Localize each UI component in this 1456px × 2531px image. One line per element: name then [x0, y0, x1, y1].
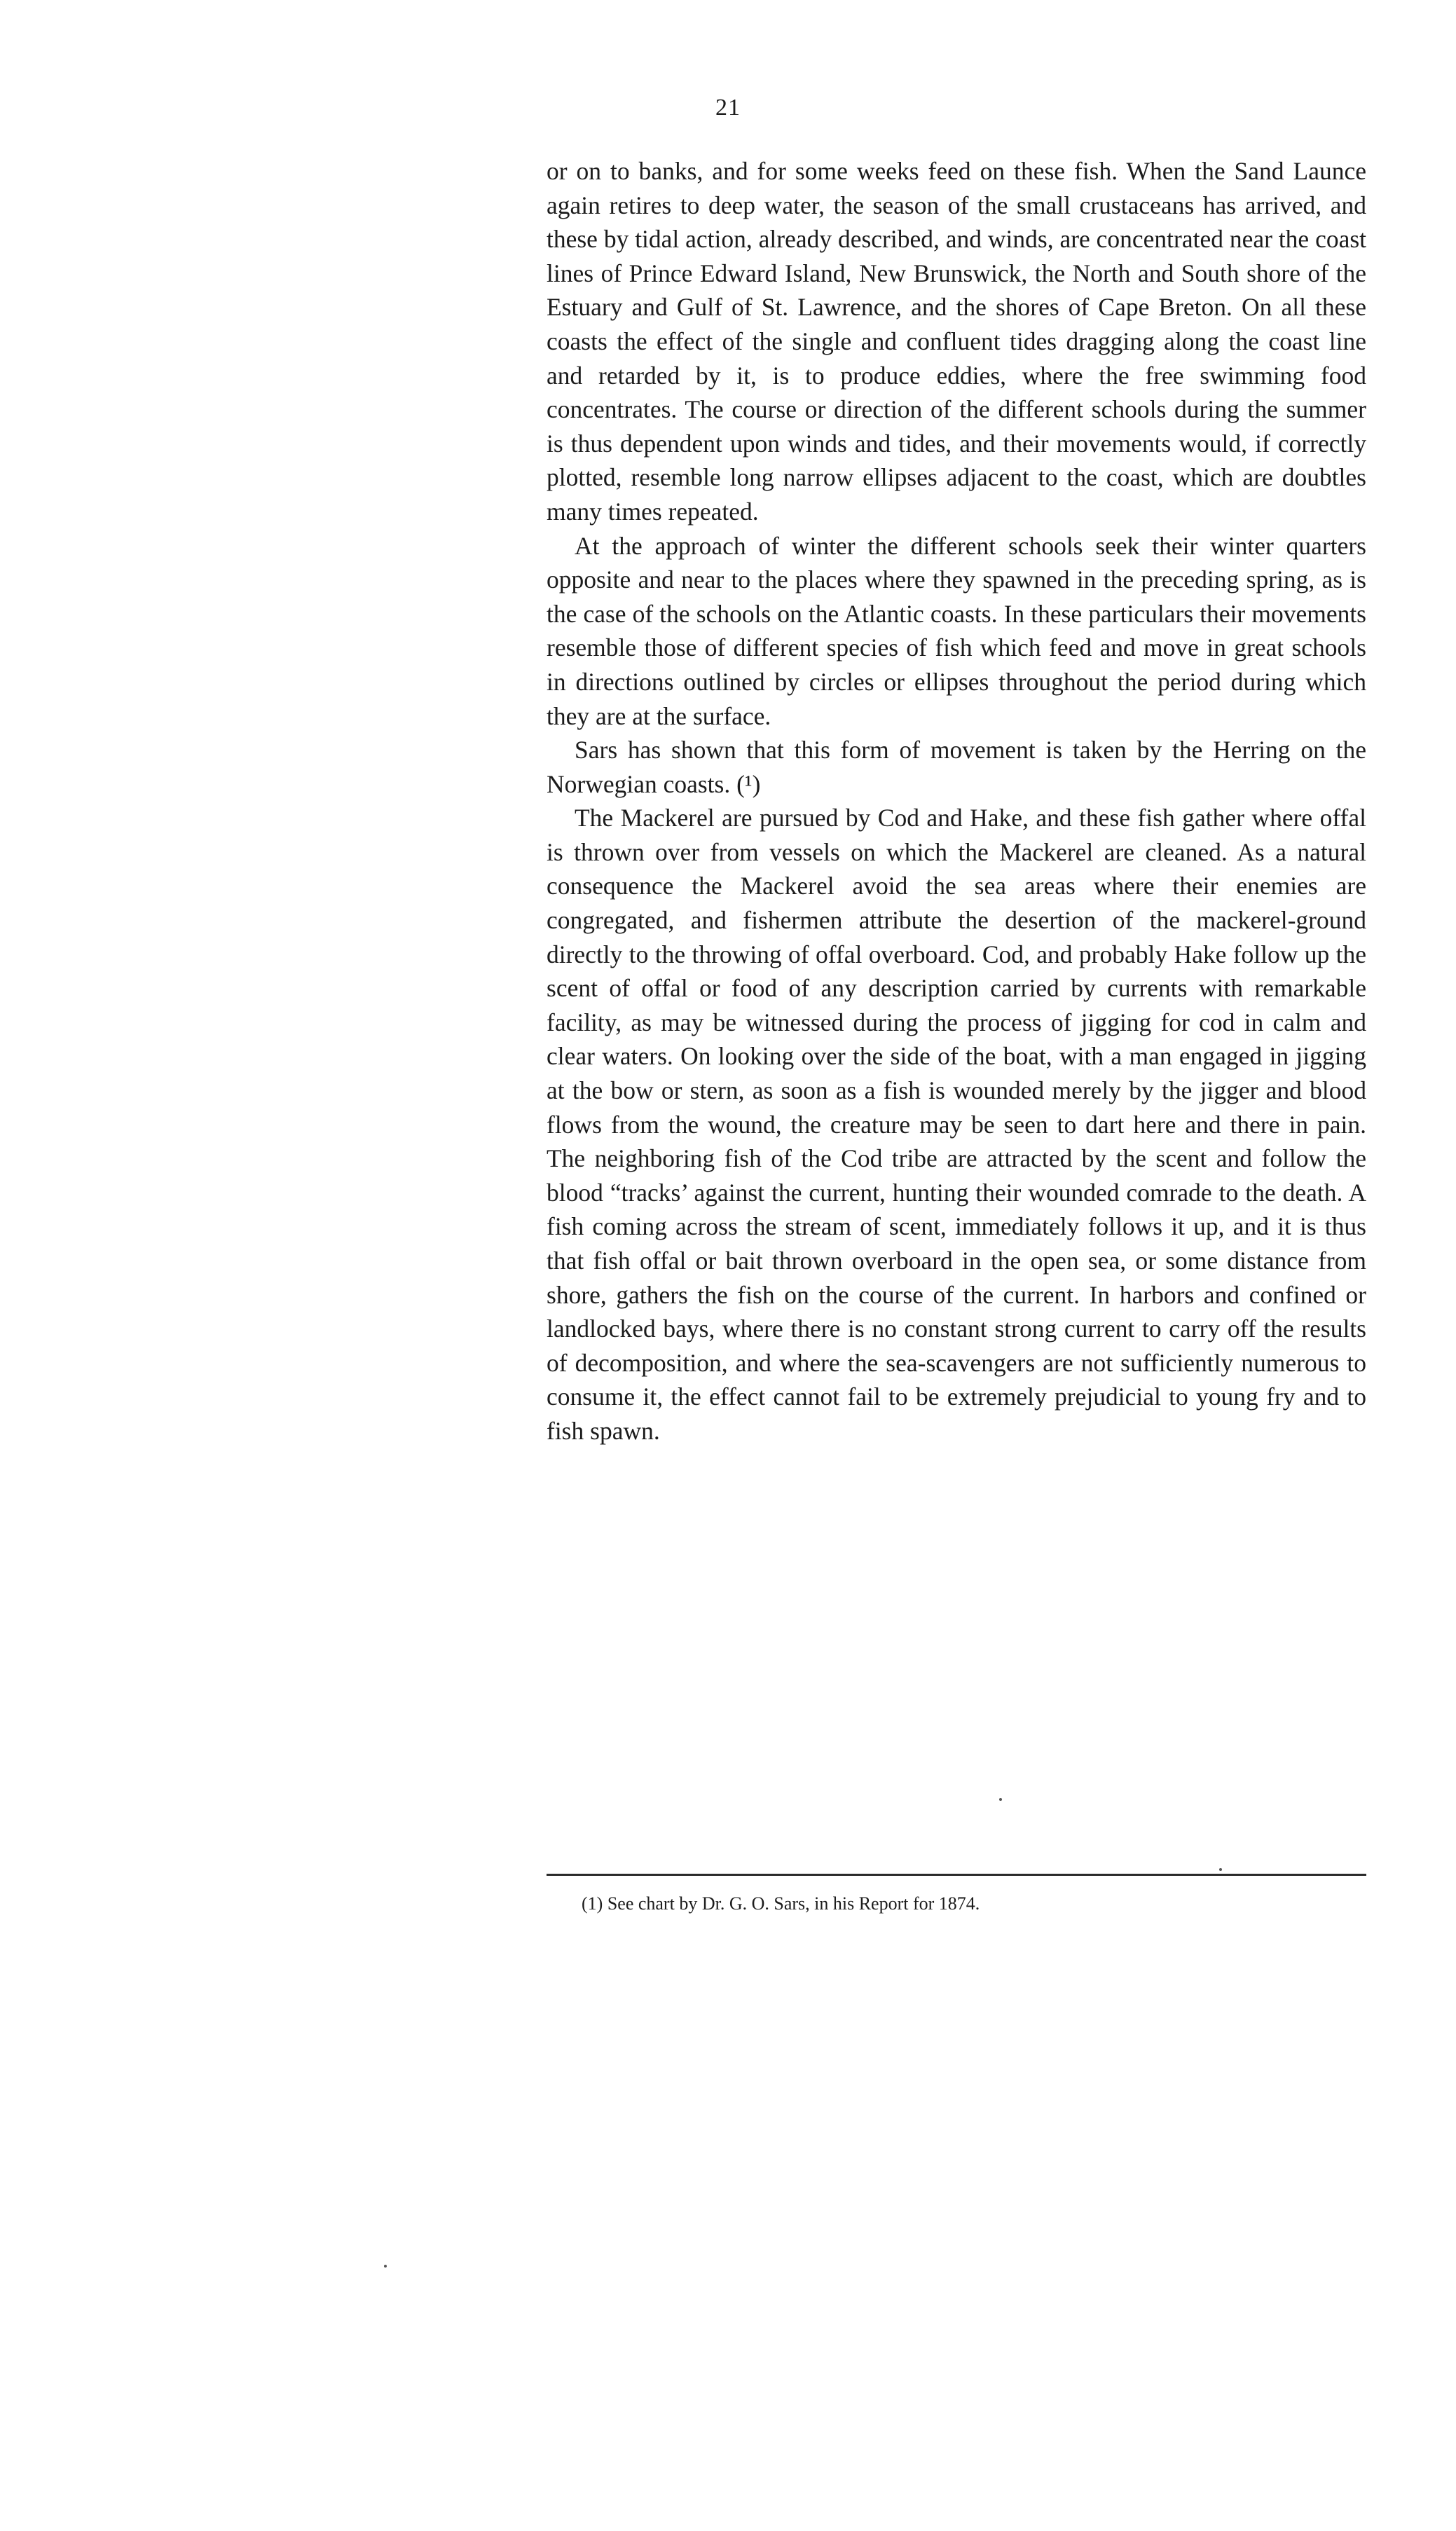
paragraph-3: [547, 733, 1366, 801]
footnote-reference: (¹): [736, 769, 761, 798]
footnote-divider: [547, 1874, 1366, 1876]
print-speck: [1219, 1868, 1222, 1871]
footnote: (1) See chart by Dr. G. O. Sars, in his Report for 1874.: [582, 1893, 980, 1914]
paragraph-1: or on to banks, and for some weeks feed on these fish. When the Sand Launce again retires to deep water, the season of the small crustaceans has arrived, and these by tidal action, already described, and winds, are concentrated near the coast lines of Prince Edward Island, New Brunswick, the North and South shore of the Estuary and Gulf of St. Lawrence, and the shores of Cape Breton. On all these coasts the effect of the single and confluent tides dragging along the coast line and retarded by it, is to produce eddies, where the free swimming food concentrates. The course or direction of the different schools during the summer is thus dependent upon winds and tides, and their movements would, if correctly plotted, resemble long narrow ellipses adjacent to the coast, which are doubtles many times repeated.: [547, 157, 1367, 526]
body-text: [547, 154, 1366, 1448]
print-speck: [999, 1798, 1002, 1801]
print-speck: [384, 2265, 387, 2268]
page-number: 21: [715, 95, 741, 121]
paragraph-2: At the approach of winter the different schools seek their winter quarters opposite and near to the places where they spawned in the preceding spring, as is the case of the schools on the Atlantic coasts. In these particulars their movements resemble those of different species of fish which feed and move in great schools in directions outlined by circles or ellipses throughout the period during which they are at the surface.: [547, 531, 1366, 730]
paragraph-3-text: Sars has shown that this form of movement is taken by the Herring on the Norwegian coasts.: [547, 736, 1366, 798]
paragraph-4: The Mackerel are pursued by Cod and Hake, and these fish gather where offal is thrown over from vessels on which the Mackerel are cleaned. As a natural consequence the Mackerel avoid the sea areas where their enemies are congregated, and fishermen attribute the desertion of the mackerel-ground directly to the throwing of offal overboard. Cod, and probably Hake follow up the scent of offal or food of any description carried by currents with remarkable facility, as may be witnessed during the process of jigging for cod in calm and clear waters. On looking over the side of the boat, with a man engaged in jigging at the bow or stern, as soon as a fish is wounded merely by the jigger and blood flows from the wound, the creature may be seen to dart here and there in pain. The neighboring fish of the Cod tribe are attracted by the scent and follow the blood “tracks’ against the current, hunting their wounded comrade to the death. A fish coming across the stream of scent, immediately follows it up, and it is thus that fish offal or bait thrown overboard in the open sea, or some distance from shore, gathers the fish on the course of the current. In harbors and confined or landlocked bays, where there is no constant strong current to carry off the results of decomposition, and where the sea-scavengers are not sufficiently numerous to consume it, the effect cannot fail to be extremely prejudicial to young fry and to fish spawn.: [547, 804, 1366, 1445]
